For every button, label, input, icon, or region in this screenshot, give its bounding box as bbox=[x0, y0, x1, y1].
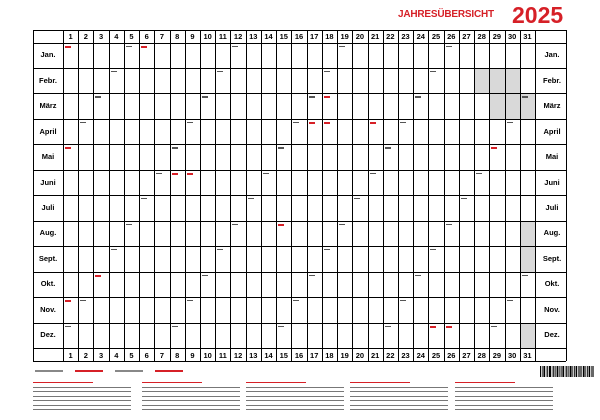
weekday-marker bbox=[507, 122, 513, 123]
day-number-30: 30 bbox=[507, 32, 517, 41]
day-number-28: 28 bbox=[477, 351, 486, 360]
footer-info bbox=[0, 380, 600, 420]
footer-text-line bbox=[246, 396, 344, 397]
footer-text-line bbox=[455, 391, 553, 392]
footer-text-line bbox=[142, 387, 240, 388]
weekday-marker bbox=[141, 198, 147, 199]
footer-text-line bbox=[350, 409, 448, 410]
footer-text-line bbox=[142, 400, 240, 401]
weekday-marker bbox=[126, 224, 132, 225]
weekday-marker bbox=[126, 46, 132, 47]
day-number-30: 30 bbox=[507, 351, 517, 360]
row-line bbox=[33, 144, 566, 145]
row-line bbox=[33, 323, 566, 324]
weekday-marker bbox=[232, 46, 238, 47]
month-label-9: Sept. bbox=[542, 253, 562, 263]
day-number-31: 31 bbox=[523, 32, 532, 41]
frame-top bbox=[33, 30, 566, 31]
holiday-marker bbox=[430, 326, 436, 328]
row-line bbox=[33, 195, 566, 196]
weekday-marker bbox=[263, 173, 269, 174]
weekday-marker bbox=[476, 173, 482, 174]
day-number-3: 3 bbox=[98, 351, 104, 360]
row-line bbox=[33, 221, 566, 222]
day-number-26: 26 bbox=[447, 32, 456, 41]
month-label-3: März bbox=[543, 101, 561, 111]
holiday-marker bbox=[65, 300, 71, 302]
row-line bbox=[33, 246, 566, 247]
weekday-marker bbox=[522, 275, 528, 276]
holiday-marker bbox=[65, 147, 71, 149]
footer-text-line bbox=[350, 387, 448, 388]
legend-marker bbox=[155, 370, 183, 372]
month-label-8: Aug. bbox=[39, 228, 57, 238]
day-number-17: 17 bbox=[310, 32, 319, 41]
month-label-10: Okt. bbox=[40, 279, 56, 289]
weekday-marker bbox=[385, 326, 391, 327]
month-label-4: April bbox=[39, 126, 57, 136]
day-number-17: 17 bbox=[310, 351, 319, 360]
holiday-marker bbox=[370, 122, 376, 124]
day-number-27: 27 bbox=[462, 32, 471, 41]
footer-text-line bbox=[33, 391, 131, 392]
weekday-marker bbox=[324, 249, 330, 250]
month-label-4: April bbox=[543, 126, 561, 136]
footer-text-line bbox=[246, 382, 306, 383]
legend-marker bbox=[115, 370, 143, 372]
weekday-marker bbox=[446, 46, 452, 47]
day-number-23: 23 bbox=[401, 351, 410, 360]
footer-text-line bbox=[455, 387, 553, 388]
weekday-marker bbox=[400, 122, 406, 123]
day-number-20: 20 bbox=[355, 32, 365, 41]
day-number-24: 24 bbox=[416, 351, 425, 360]
weekday-marker bbox=[324, 71, 330, 72]
footer-block bbox=[350, 380, 450, 414]
weekday-marker bbox=[415, 275, 421, 276]
legend-marker bbox=[75, 370, 103, 372]
weekday-marker bbox=[446, 224, 452, 225]
weekday-marker bbox=[354, 198, 360, 199]
day-number-1: 1 bbox=[68, 32, 73, 41]
weekday-marker bbox=[461, 198, 467, 199]
day-number-25: 25 bbox=[431, 351, 441, 360]
day-number-5: 5 bbox=[129, 32, 134, 41]
barcode-image bbox=[540, 366, 594, 380]
footer-block bbox=[246, 380, 346, 414]
weekday-marker bbox=[202, 275, 208, 276]
weekday-marker bbox=[385, 147, 391, 148]
weekday-marker bbox=[65, 326, 71, 327]
day-number-14: 14 bbox=[264, 351, 273, 360]
footer-text-line bbox=[455, 405, 553, 406]
row-line bbox=[33, 348, 566, 349]
day-number-15: 15 bbox=[279, 32, 288, 41]
weekday-marker bbox=[309, 275, 315, 276]
row-line bbox=[33, 170, 566, 171]
weekday-marker bbox=[430, 71, 436, 72]
day-number-25: 25 bbox=[431, 32, 441, 41]
greyed-cell bbox=[489, 93, 535, 118]
day-number-3: 3 bbox=[98, 32, 104, 41]
day-number-19: 19 bbox=[340, 32, 349, 41]
day-number-19: 19 bbox=[340, 351, 349, 360]
weekday-marker bbox=[172, 147, 178, 148]
footer-text-line bbox=[142, 391, 240, 392]
month-label-7: Juli bbox=[545, 202, 559, 212]
holiday-marker bbox=[187, 173, 193, 175]
day-number-22: 22 bbox=[386, 32, 395, 41]
weekday-marker bbox=[309, 96, 315, 97]
day-number-18: 18 bbox=[325, 351, 334, 360]
day-number-11: 11 bbox=[218, 351, 227, 360]
footer-text-line bbox=[350, 382, 410, 383]
day-number-6: 6 bbox=[144, 32, 149, 41]
row-line bbox=[33, 68, 566, 69]
day-number-20: 20 bbox=[355, 351, 365, 360]
holiday-marker bbox=[278, 224, 284, 226]
footer-text-line bbox=[33, 382, 93, 383]
weekday-marker bbox=[339, 224, 345, 225]
day-number-24: 24 bbox=[416, 32, 425, 41]
legend-row bbox=[35, 367, 505, 377]
day-number-14: 14 bbox=[264, 32, 273, 41]
day-number-1: 1 bbox=[68, 351, 73, 360]
footer-text-line bbox=[33, 405, 131, 406]
frame-right bbox=[566, 30, 567, 361]
month-label-5: Mai bbox=[545, 152, 559, 162]
day-number-21: 21 bbox=[370, 32, 380, 41]
holiday-marker bbox=[324, 122, 330, 124]
footer-text-line bbox=[142, 382, 202, 383]
day-number-4: 4 bbox=[114, 351, 119, 360]
day-number-2: 2 bbox=[83, 351, 88, 360]
day-number-7: 7 bbox=[159, 351, 165, 360]
day-number-28: 28 bbox=[477, 32, 486, 41]
weekday-marker bbox=[278, 147, 284, 148]
footer-text-line bbox=[350, 400, 448, 401]
weekday-marker bbox=[156, 173, 162, 174]
day-number-26: 26 bbox=[447, 351, 456, 360]
day-number-15: 15 bbox=[279, 351, 288, 360]
holiday-marker bbox=[324, 96, 330, 98]
weekday-marker bbox=[278, 326, 284, 327]
day-number-8: 8 bbox=[175, 32, 180, 41]
weekday-marker bbox=[430, 249, 436, 250]
day-number-8: 8 bbox=[175, 351, 180, 360]
weekday-marker bbox=[187, 300, 193, 301]
month-label-8: Aug. bbox=[543, 228, 561, 238]
footer-text-line bbox=[246, 400, 344, 401]
footer-text-line bbox=[33, 387, 131, 388]
weekday-marker bbox=[217, 71, 223, 72]
weekday-marker bbox=[187, 122, 193, 123]
weekday-marker bbox=[248, 198, 254, 199]
footer-text-line bbox=[33, 400, 131, 401]
day-number-10: 10 bbox=[203, 32, 212, 41]
footer-text-line bbox=[246, 391, 344, 392]
day-number-13: 13 bbox=[249, 351, 258, 360]
day-number-11: 11 bbox=[218, 32, 227, 41]
month-label-11: Nov. bbox=[544, 304, 560, 314]
weekday-marker bbox=[491, 326, 497, 327]
row-line bbox=[33, 43, 566, 44]
day-number-7: 7 bbox=[159, 32, 165, 41]
footer-text-line bbox=[246, 405, 344, 406]
weekday-marker bbox=[80, 300, 86, 301]
footer-text-line bbox=[246, 387, 344, 388]
footer-text-line bbox=[33, 409, 131, 410]
weekday-marker bbox=[339, 46, 345, 47]
month-label-5: Mai bbox=[41, 152, 55, 162]
footer-text-line bbox=[455, 382, 515, 383]
greyed-cell bbox=[520, 323, 535, 348]
month-label-6: Juni bbox=[40, 177, 56, 187]
greyed-cell bbox=[474, 68, 520, 93]
month-label-10: Okt. bbox=[544, 279, 560, 289]
month-label-1: Jan. bbox=[40, 50, 56, 60]
day-number-12: 12 bbox=[233, 32, 243, 41]
holiday-marker bbox=[491, 147, 497, 149]
day-number-16: 16 bbox=[294, 32, 304, 41]
day-number-10: 10 bbox=[203, 351, 212, 360]
day-number-9: 9 bbox=[190, 32, 195, 41]
day-number-4: 4 bbox=[114, 32, 119, 41]
weekday-marker bbox=[172, 326, 178, 327]
greyed-cell bbox=[520, 221, 535, 246]
day-number-16: 16 bbox=[294, 351, 304, 360]
holiday-marker bbox=[446, 326, 452, 328]
legend-marker bbox=[35, 370, 63, 372]
month-label-6: Juni bbox=[544, 177, 560, 187]
day-number-12: 12 bbox=[233, 351, 243, 360]
month-label-3: März bbox=[39, 101, 57, 111]
holiday-marker bbox=[65, 46, 71, 48]
day-number-27: 27 bbox=[462, 351, 471, 360]
day-number-29: 29 bbox=[492, 351, 502, 360]
day-number-9: 9 bbox=[190, 351, 195, 360]
footer-block bbox=[455, 380, 555, 414]
month-label-12: Dez. bbox=[40, 330, 56, 340]
row-line bbox=[33, 119, 566, 120]
footer-text-line bbox=[142, 405, 240, 406]
day-number-2: 2 bbox=[83, 32, 88, 41]
day-number-5: 5 bbox=[129, 351, 134, 360]
greyed-cell bbox=[520, 246, 535, 271]
month-label-1: Jan. bbox=[544, 50, 560, 60]
weekday-marker bbox=[522, 96, 528, 97]
weekday-marker bbox=[293, 122, 299, 123]
footer-text-line bbox=[455, 396, 553, 397]
month-label-7: Juli bbox=[41, 202, 55, 212]
holiday-marker bbox=[172, 173, 178, 175]
weekday-marker bbox=[80, 122, 86, 123]
weekday-marker bbox=[507, 300, 513, 301]
footer-text-line bbox=[33, 396, 131, 397]
weekday-marker bbox=[400, 300, 406, 301]
footer-text-line bbox=[350, 405, 448, 406]
month-label-11: Nov. bbox=[40, 304, 56, 314]
weekday-marker bbox=[293, 300, 299, 301]
row-line bbox=[33, 93, 566, 94]
weekday-marker bbox=[370, 173, 376, 174]
footer-text-line bbox=[350, 391, 448, 392]
weekday-marker bbox=[217, 249, 223, 250]
calendar-title: JAHRESÜBERSICHT bbox=[398, 9, 494, 20]
month-label-12: Dez. bbox=[544, 330, 560, 340]
weekday-marker bbox=[111, 249, 117, 250]
footer-text-line bbox=[142, 409, 240, 410]
row-line bbox=[33, 297, 566, 298]
holiday-marker bbox=[309, 122, 315, 124]
footer-block bbox=[142, 380, 242, 414]
weekday-marker bbox=[95, 96, 101, 97]
day-number-22: 22 bbox=[386, 351, 395, 360]
calendar-year: 2025 bbox=[512, 2, 564, 28]
month-label-9: Sept. bbox=[38, 253, 58, 263]
footer-text-line bbox=[246, 409, 344, 410]
footer-text-line bbox=[455, 409, 553, 410]
footer-text-line bbox=[350, 396, 448, 397]
weekday-marker bbox=[111, 71, 117, 72]
holiday-marker bbox=[95, 275, 101, 277]
day-number-13: 13 bbox=[249, 32, 258, 41]
footer-block bbox=[33, 380, 133, 414]
day-number-23: 23 bbox=[401, 32, 410, 41]
day-number-18: 18 bbox=[325, 32, 334, 41]
weekday-marker bbox=[415, 96, 421, 97]
holiday-marker bbox=[141, 46, 147, 48]
month-label-2: Febr. bbox=[543, 75, 561, 85]
day-number-21: 21 bbox=[370, 351, 380, 360]
row-line bbox=[33, 272, 566, 273]
weekday-marker bbox=[202, 96, 208, 97]
day-number-29: 29 bbox=[492, 32, 502, 41]
footer-text-line bbox=[455, 400, 553, 401]
day-number-31: 31 bbox=[523, 351, 532, 360]
frame-bottom bbox=[33, 361, 566, 362]
month-label-2: Febr. bbox=[39, 75, 57, 85]
day-number-6: 6 bbox=[144, 351, 149, 360]
weekday-marker bbox=[232, 224, 238, 225]
footer-text-line bbox=[142, 396, 240, 397]
